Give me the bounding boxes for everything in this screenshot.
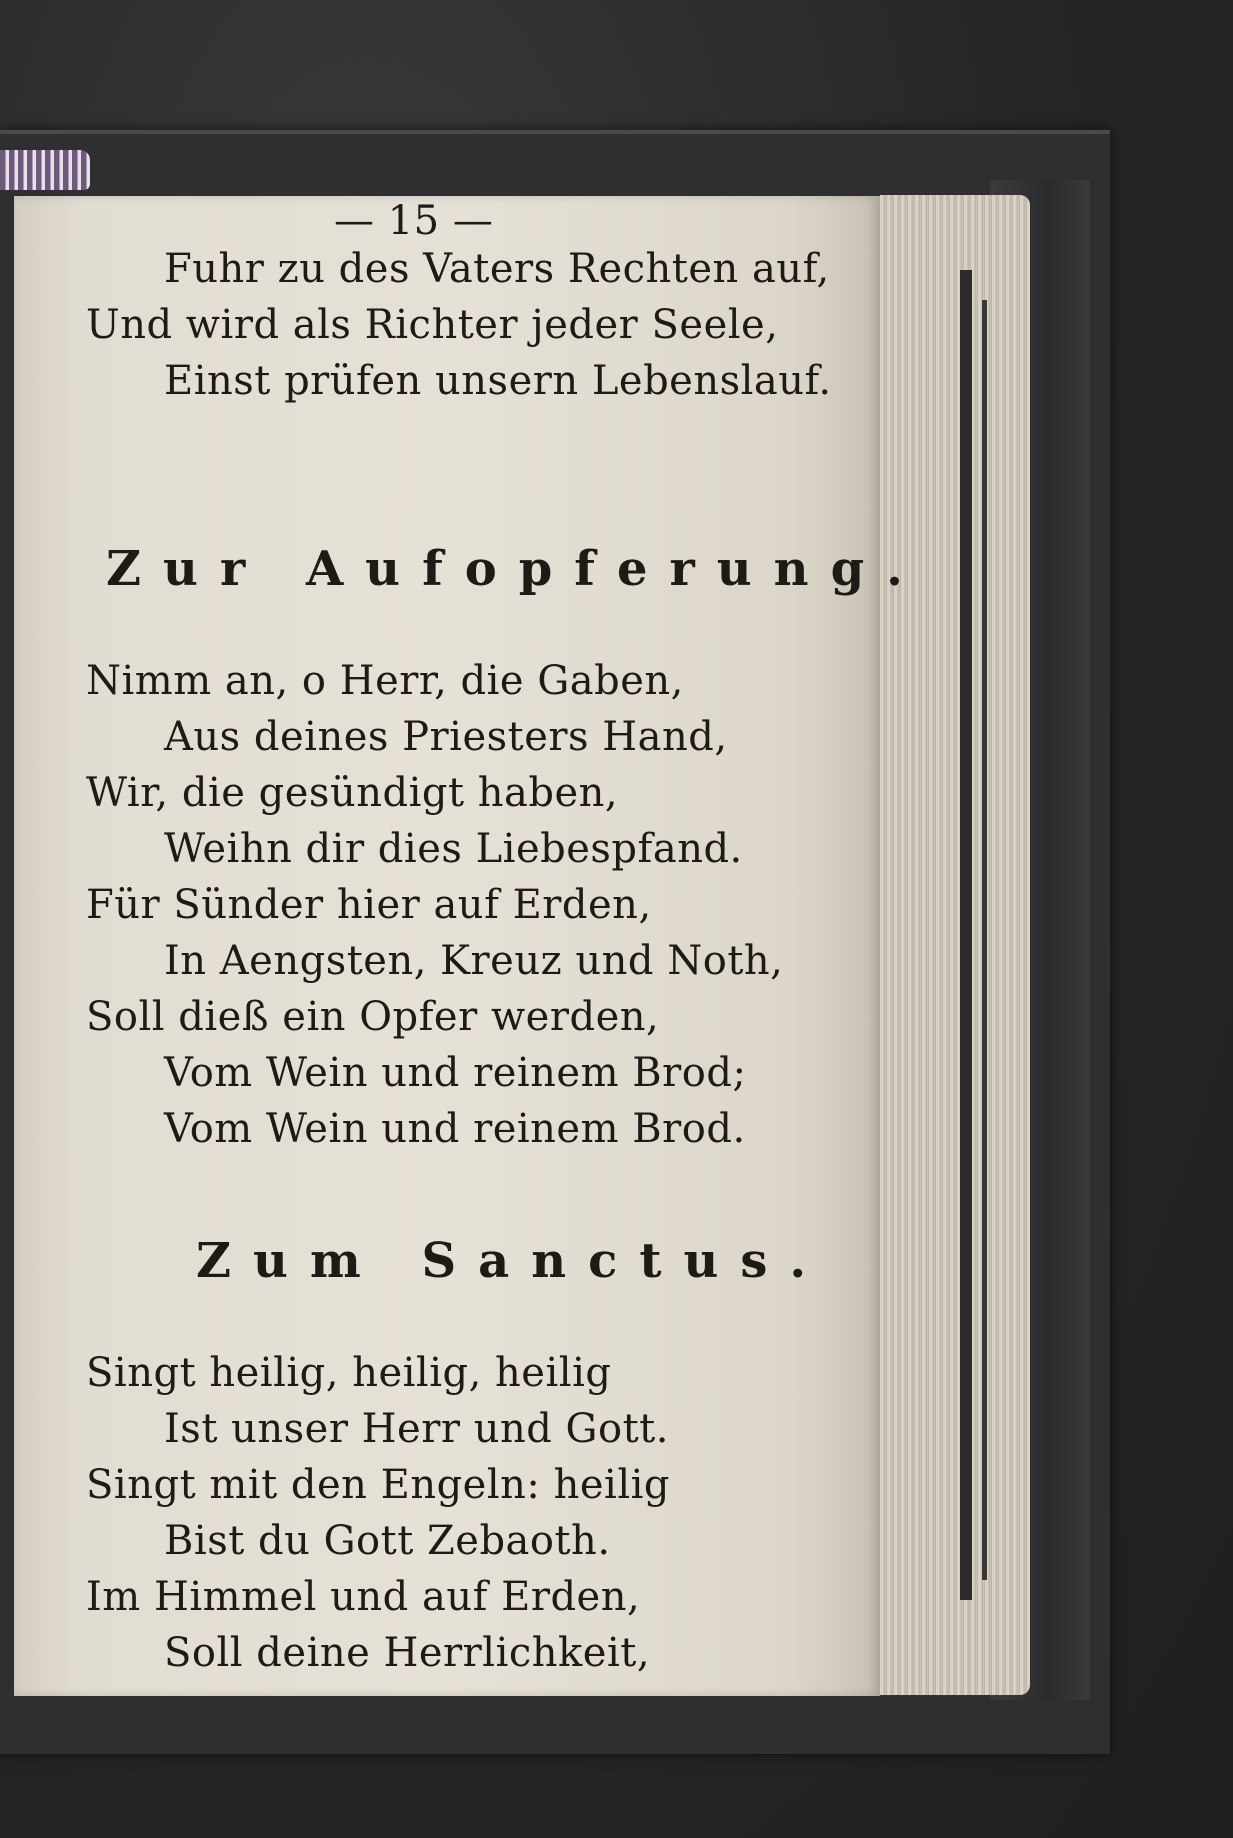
aufopferung-line-7: Soll dieß ein Opfer werden, [86, 994, 660, 1040]
aufopferung-line-2: Aus deines Priesters Hand, [164, 714, 728, 760]
section-title-aufopferung: Zur Aufopferung. [106, 541, 925, 597]
page-number: — 15 — [334, 198, 494, 244]
aufopferung-line-1: Nimm an, o Herr, die Gaben, [86, 658, 684, 704]
section-title-sanctus: Zum Sanctus. [196, 1233, 829, 1289]
sanctus-line-1: Singt heilig, heilig, heilig [86, 1350, 612, 1396]
page-edge-shadow-thin [982, 300, 987, 1580]
sanctus-line-4: Bist du Gott Zebaoth. [164, 1518, 611, 1564]
sanctus-line-6: Soll deine Herrlichkeit, [164, 1630, 651, 1676]
page-text [14, 196, 925, 1696]
sanctus-line-2: Ist unser Herr und Gott. [164, 1406, 669, 1452]
sanctus-line-5: Im Himmel und auf Erden, [86, 1574, 641, 1620]
bookmark-ribbon [0, 150, 90, 190]
sanctus-line-3: Singt mit den Engeln: heilig [86, 1462, 671, 1508]
book-page [14, 196, 925, 1696]
stanza-1-line-1: Fuhr zu des Vaters Rechten auf, [164, 246, 830, 292]
stanza-1-line-3: Einst prüfen unsern Lebenslauf. [164, 358, 832, 404]
stanza-1-line-2: Und wird als Richter jeder Seele, [86, 302, 779, 348]
aufopferung-line-4: Weihn dir dies Liebespfand. [164, 826, 743, 872]
page-edge-shadow [960, 270, 972, 1600]
aufopferung-line-5: Für Sünder hier auf Erden, [86, 882, 652, 928]
aufopferung-line-3: Wir, die gesündigt haben, [86, 770, 619, 816]
aufopferung-line-9: Vom Wein und reinem Brod. [164, 1106, 746, 1152]
aufopferung-line-6: In Aengsten, Kreuz und Noth, [164, 938, 784, 984]
page-edges [880, 195, 1030, 1695]
aufopferung-line-8: Vom Wein und reinem Brod; [164, 1050, 747, 1096]
